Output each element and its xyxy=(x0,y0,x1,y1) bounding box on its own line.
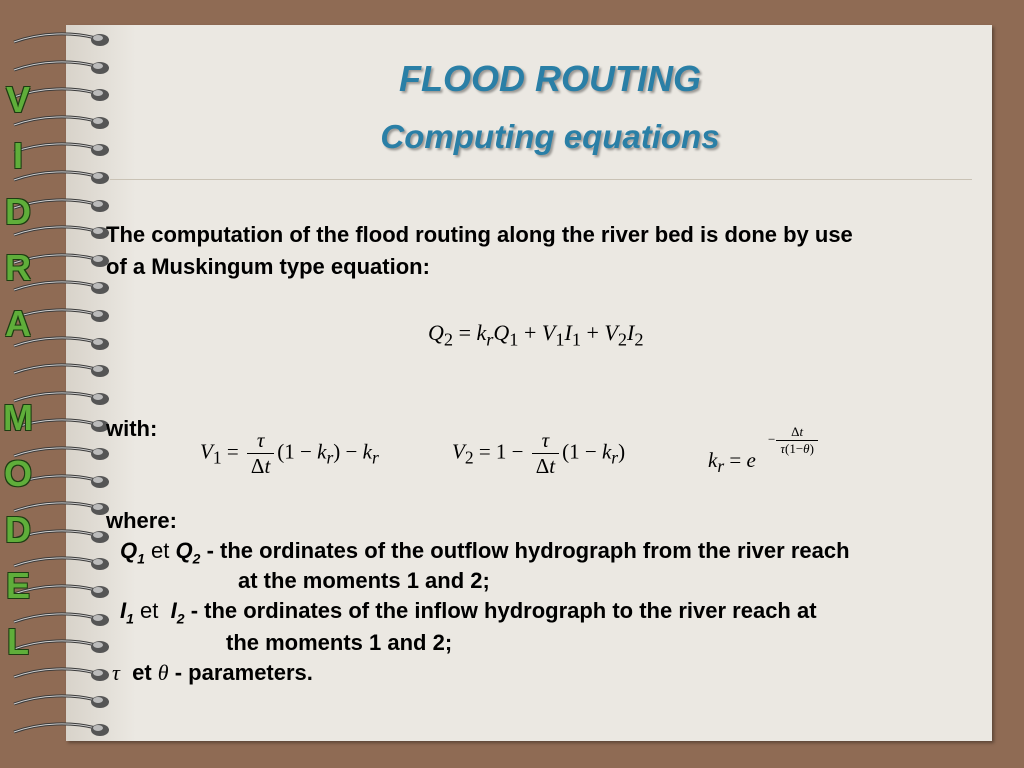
definition-params: τ et θ - parameters. xyxy=(112,660,313,685)
spiral-ring xyxy=(12,692,112,712)
definition-params-text: - parameters. xyxy=(174,660,313,685)
intro-line-2: of a Muskingum type equation: xyxy=(106,254,430,279)
side-letter: M xyxy=(3,397,33,438)
spiral-ring xyxy=(12,720,112,740)
where-label: where: xyxy=(106,508,177,533)
side-letter: E xyxy=(5,565,30,606)
side-letter: I xyxy=(12,135,23,176)
equation-v2: $V_2 = 1$ − $\frac{\tau}{\Delta t}$ $(1 - k_r)$ xyxy=(452,428,626,478)
intro-line-1: The computation of the flood routing along the river bed is done by use xyxy=(106,222,853,247)
side-letter: R xyxy=(5,247,31,288)
side-letter: D xyxy=(5,191,31,232)
definition-i-text: - the ordinates of the inflow hydrograph to the river reach at xyxy=(190,598,817,623)
title-divider xyxy=(110,179,972,180)
side-letter: L xyxy=(7,621,29,662)
slide-subtitle: Computing equations xyxy=(380,118,720,155)
side-letter: V xyxy=(5,79,30,120)
spiral-ring xyxy=(12,30,112,50)
definition-i: $I_1$ et $I_2$ - the ordinates of the inflow hydrograph to the river reach at xyxy=(120,598,817,627)
side-letter: A xyxy=(5,303,31,344)
side-label-vidra-model xyxy=(0,72,36,670)
main-equation: $Q_2 = k_rQ_1 + V_1I_1 + V_2I_2$ xyxy=(428,320,644,350)
equation-v1: $V_1$ = $\frac{\tau}{\Delta t}$ $(1 - k_r) - k_r$ xyxy=(200,428,379,478)
with-label: with: xyxy=(106,416,158,441)
definition-i-line2: the moments 1 and 2; xyxy=(226,630,453,655)
side-letter: D xyxy=(5,509,31,550)
definition-q: $Q_1$ et $Q_2$ - the ordinates of the outflow hydrograph from the river reach xyxy=(120,538,850,567)
definition-q-text: - the ordinates of the outflow hydrograph from the river reach xyxy=(206,538,850,563)
side-letter: O xyxy=(3,453,32,494)
equation-kr: $k_r = e$ xyxy=(708,448,756,477)
definition-q-line2: at the moments 1 and 2; xyxy=(238,568,490,593)
slide-title: FLOOD ROUTING xyxy=(399,58,701,99)
equation-kr-exponent: − $\frac{\Delta t}{\tau(1-\theta)}$ xyxy=(768,424,819,457)
side-letter-gap xyxy=(0,352,36,390)
